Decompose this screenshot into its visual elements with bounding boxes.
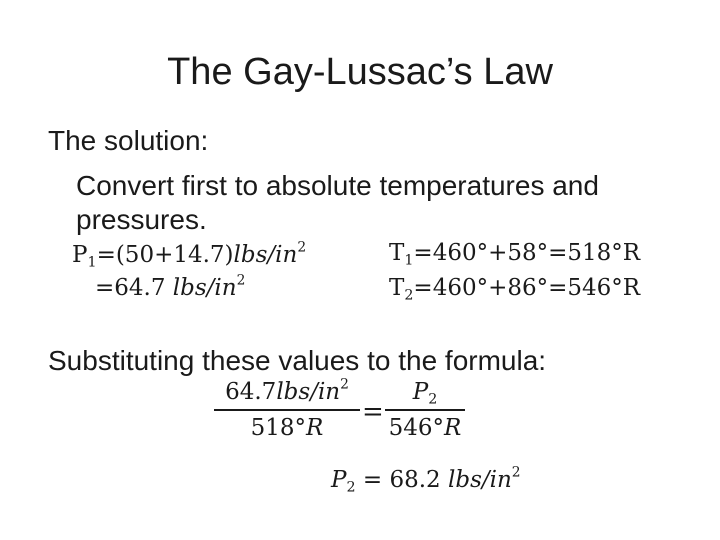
left-denominator-unit: R (306, 415, 324, 441)
left-denominator-value: 518° (250, 415, 307, 441)
t1-symbol: T (389, 240, 405, 266)
left-numerator (214, 377, 360, 409)
p1-result-unit-exponent: 2 (236, 272, 246, 289)
t1-equation (389, 239, 640, 267)
p1-equation (72, 241, 306, 269)
t1-subscript: 1 (404, 252, 414, 269)
p1-unit-exponent: 2 (297, 239, 307, 256)
substitute-text: Substituting these values to the formula: (48, 345, 547, 376)
slide-title: The Gay-Lussac’s Law (167, 51, 553, 93)
t1-expression: =460°+58°=518°R (413, 240, 641, 266)
p1-unit: lbs/in (233, 242, 298, 268)
left-numerator-value: 64.7 (225, 379, 277, 405)
left-denominator (214, 411, 360, 443)
t2-symbol: T (389, 275, 405, 301)
p1-symbol: P (72, 242, 88, 268)
result-expression: = 68.2 (355, 467, 448, 493)
t2-expression: =460°+86°=546°R (413, 275, 641, 301)
result-unit-exponent: 2 (511, 464, 521, 481)
left-numerator-unit: lbs/in (276, 379, 341, 405)
step-text-line1: Convert first to absolute temperatures and (76, 170, 599, 201)
left-numerator-exponent: 2 (340, 376, 349, 393)
right-numerator (385, 377, 465, 409)
p1-expression: =(50+14.7) (96, 242, 234, 268)
result-equation (331, 466, 521, 494)
p1-result (95, 274, 245, 302)
right-fraction (385, 377, 465, 443)
t2-subscript: 2 (404, 287, 414, 304)
result-subscript: 2 (346, 479, 356, 496)
p1-result-unit: lbs/in (172, 275, 237, 301)
p1-subscript: 1 (87, 254, 97, 271)
equals-sign: = (362, 397, 384, 427)
intro-text: The solution: (48, 125, 209, 156)
p1-result-expression: =64.7 (95, 275, 173, 301)
right-denominator (385, 411, 465, 443)
t2-equation (389, 274, 640, 302)
result-unit: lbs/in (447, 467, 512, 493)
left-fraction (214, 377, 360, 443)
right-numerator-symbol: P (412, 379, 429, 405)
result-symbol: P (331, 467, 347, 493)
step-text-line2: pressures. (76, 204, 207, 235)
right-denominator-value: 546° (388, 415, 445, 441)
right-denominator-unit: R (444, 415, 462, 441)
right-numerator-subscript: 2 (428, 391, 438, 408)
